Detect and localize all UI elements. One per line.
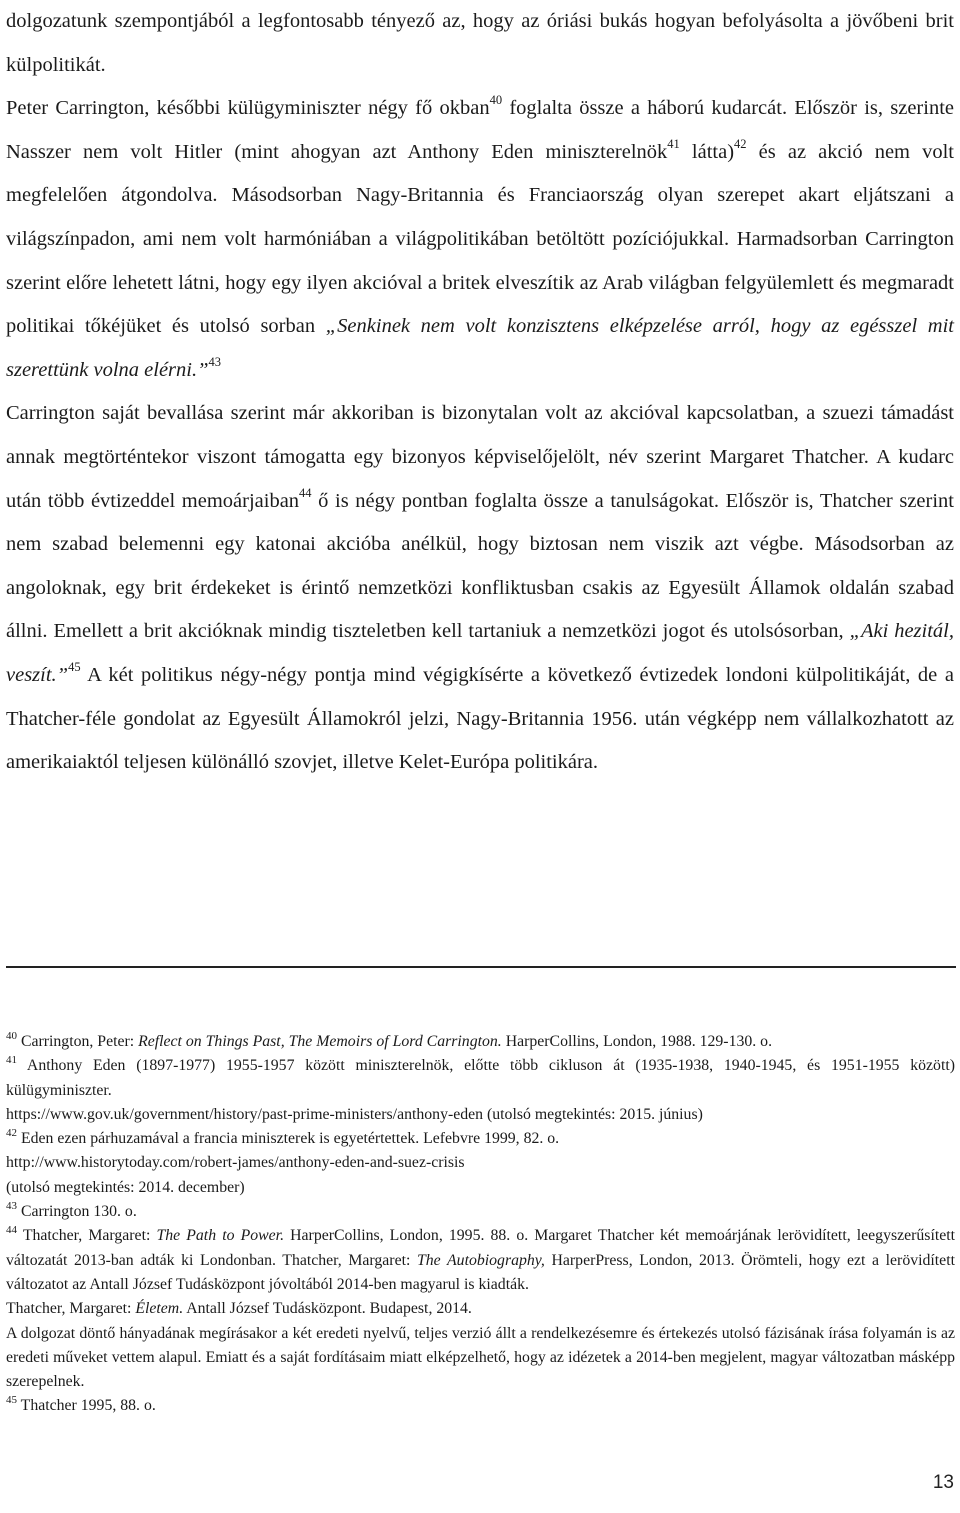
quote: „Aki hezitál, veszít.” xyxy=(6,620,954,686)
text: Carrington 130. o. xyxy=(20,1203,137,1221)
footnote-ref[interactable]: 43 xyxy=(208,354,221,369)
footnote-43 xyxy=(6,1200,955,1224)
footnote-40 xyxy=(6,1030,955,1054)
text: ő is négy pontban foglalta össze a tanulságokat. Először is, Thatcher szerint nem szabad belemenni egy katonai akcióba anélkül, hogy biztosan nem viszik azt végbe. Másodsorban az angoloknak, egy brit érdekeket is érintő nemzetközi konfliktusban csakis az Egyesült Államok oldalán szabad állni. Emellett a brit akcióknak mindig tiszteletben kell tartaniuk a nemzetközi jogot és utolsósorban, xyxy=(6,489,955,643)
footnote-ref[interactable]: 44 xyxy=(299,485,312,500)
footnote-divider xyxy=(6,966,956,968)
footnote-number: 40 xyxy=(6,1029,17,1042)
text: dolgozatunk szempontjából a legfontosabb tényező az, hogy az óriási bukás hogyan befolyásolta a jövőbeni brit külpolitikát. xyxy=(6,10,954,76)
footnote-number: 41 xyxy=(6,1054,17,1067)
page-number: 13 xyxy=(932,1472,954,1493)
text: Antall József Tudásközpont. Budapest, 2014. xyxy=(186,1300,472,1318)
link[interactable]: http://www.historytoday.com/robert-james/anthony-eden-and-suez-crisis xyxy=(6,1154,465,1172)
footnote-number: 42 xyxy=(6,1126,17,1139)
text: HarperCollins, London, 1988. 129-130. o. xyxy=(505,1033,773,1050)
footnote-number: 44 xyxy=(6,1224,17,1237)
text: Carrington saját bevallása szerint már akkoriban is bizonytalan volt az akcióval kapcsolatban, a szuezi támadást annak megtörténtekor viszont támogatta egy bizonyos képviselőjelölt, név szerint Margaret Thatcher. A kudarc után több évtizeddel memoárjaiban xyxy=(6,402,954,512)
paragraph xyxy=(6,0,954,87)
text: Anthony Eden (1897-1977) 1955-1957 között miniszterelnök, előtte több cikluson át (1935-1938, 1940-1945, és 1951-1955 között) külügyminiszter. xyxy=(6,1057,955,1099)
text: HarperPress, London, 2013. Örömteli, hogy ezt a lerövidített változatot az Antall József Tudásközpont jóvoltából 2014-ben magyarul is kiadták. xyxy=(6,1251,955,1293)
footnote-45 xyxy=(6,1394,955,1418)
text: Thatcher, Margaret: xyxy=(22,1227,151,1245)
footnote-ref[interactable]: 41 xyxy=(667,136,680,151)
footnote-44 xyxy=(6,1224,955,1394)
text: Eden ezen párhuzamával a francia miniszterek is egyetértettek. Lefebvre 1999, 82. o. xyxy=(20,1130,560,1148)
title: The Autobiography, xyxy=(416,1251,545,1269)
text: Thatcher, Margaret: xyxy=(6,1300,132,1318)
paragraph xyxy=(6,392,954,784)
footnote-ref[interactable]: 42 xyxy=(734,136,747,151)
footnotes xyxy=(6,1030,955,1419)
quote: „Senkinek nem volt konzisztens elképzelése arról, hogy az egésszel mit szerettünk volna elérni.” xyxy=(6,315,955,381)
paragraph xyxy=(6,87,954,392)
text: HarperCollins, London, 1995. 88. o. Margaret Thatcher két memoárjának lerövidített, leegyszerűsített változatát 2013-ban adták ki Londonban. Thatcher, Margaret: xyxy=(6,1227,956,1269)
footnote-number: 43 xyxy=(6,1199,17,1212)
footnote-42 xyxy=(6,1127,955,1200)
link[interactable]: https://www.gov.uk/government/history/past-prime-ministers/anthony-eden (utolsó megtekintés: 2015. június) xyxy=(6,1105,703,1123)
footnote-ref[interactable]: 40 xyxy=(489,93,503,108)
body-text xyxy=(6,0,954,785)
text: A két politikus négy-négy pontja mind végigkísérte a következő évtizedek londoni külpolitikáját, de a Thatcher-féle gondolat az Egyesült Államokról jelzi, Nagy-Britannia 1956. után végképp nem vállalkozhatott az amerikaiaktól teljesen különálló szovjet, illetve Kelet-Európa politikára. xyxy=(6,663,954,774)
title: Reflect on Things Past, The Memoirs of Lord Carrington. xyxy=(138,1033,502,1050)
text: Thatcher 1995, 88. o. xyxy=(20,1397,156,1415)
title: The Path to Power. xyxy=(156,1227,285,1245)
text: foglalta össze a háború kudarcát. Először is, szerinte Nasszer nem volt Hitler (mint ahogyan azt Anthony Eden miniszterelnök xyxy=(6,97,954,163)
text: Peter Carrington, későbbi külügyminiszter négy fő okban xyxy=(6,97,490,120)
text: A dolgozat döntő hányadának megírásakor a két eredeti nyelvű, teljes verzió állt a rendelkezésemre és értekezés utolsó fázisának írása folyamán is az eredeti műveket vettem alapul. Emiatt és a saját fordításaim miatt elképzelhető, hogy az idézetek a 2014-ben megjelent, magyar változatban másképp szerepelnek. xyxy=(6,1324,955,1391)
footnote-ref[interactable]: 45 xyxy=(68,660,81,675)
footnote-number: 45 xyxy=(6,1394,17,1407)
text: és az akció nem volt megfelelően átgondolva. Másodsorban Nagy-Britannia és Franciaország olyan szerepet akart eljátszani a világszínpadon, ami nem volt harmóniában a világpolitikában betöltött pozíciójukkal. Harmadsorban Carrington szerint előre lehetett látni, hogy egy ilyen akcióval a britek elveszítik az Arab világban felgyülemlett és megmaradt politikai tőkéjüket és utolsó sorban xyxy=(6,140,955,338)
text: (utolsó megtekintés: 2014. december) xyxy=(6,1178,245,1196)
title: Életem. xyxy=(135,1300,184,1318)
text: látta) xyxy=(691,140,735,163)
footnote-41 xyxy=(6,1054,955,1127)
text: Carrington, Peter: xyxy=(20,1033,135,1050)
